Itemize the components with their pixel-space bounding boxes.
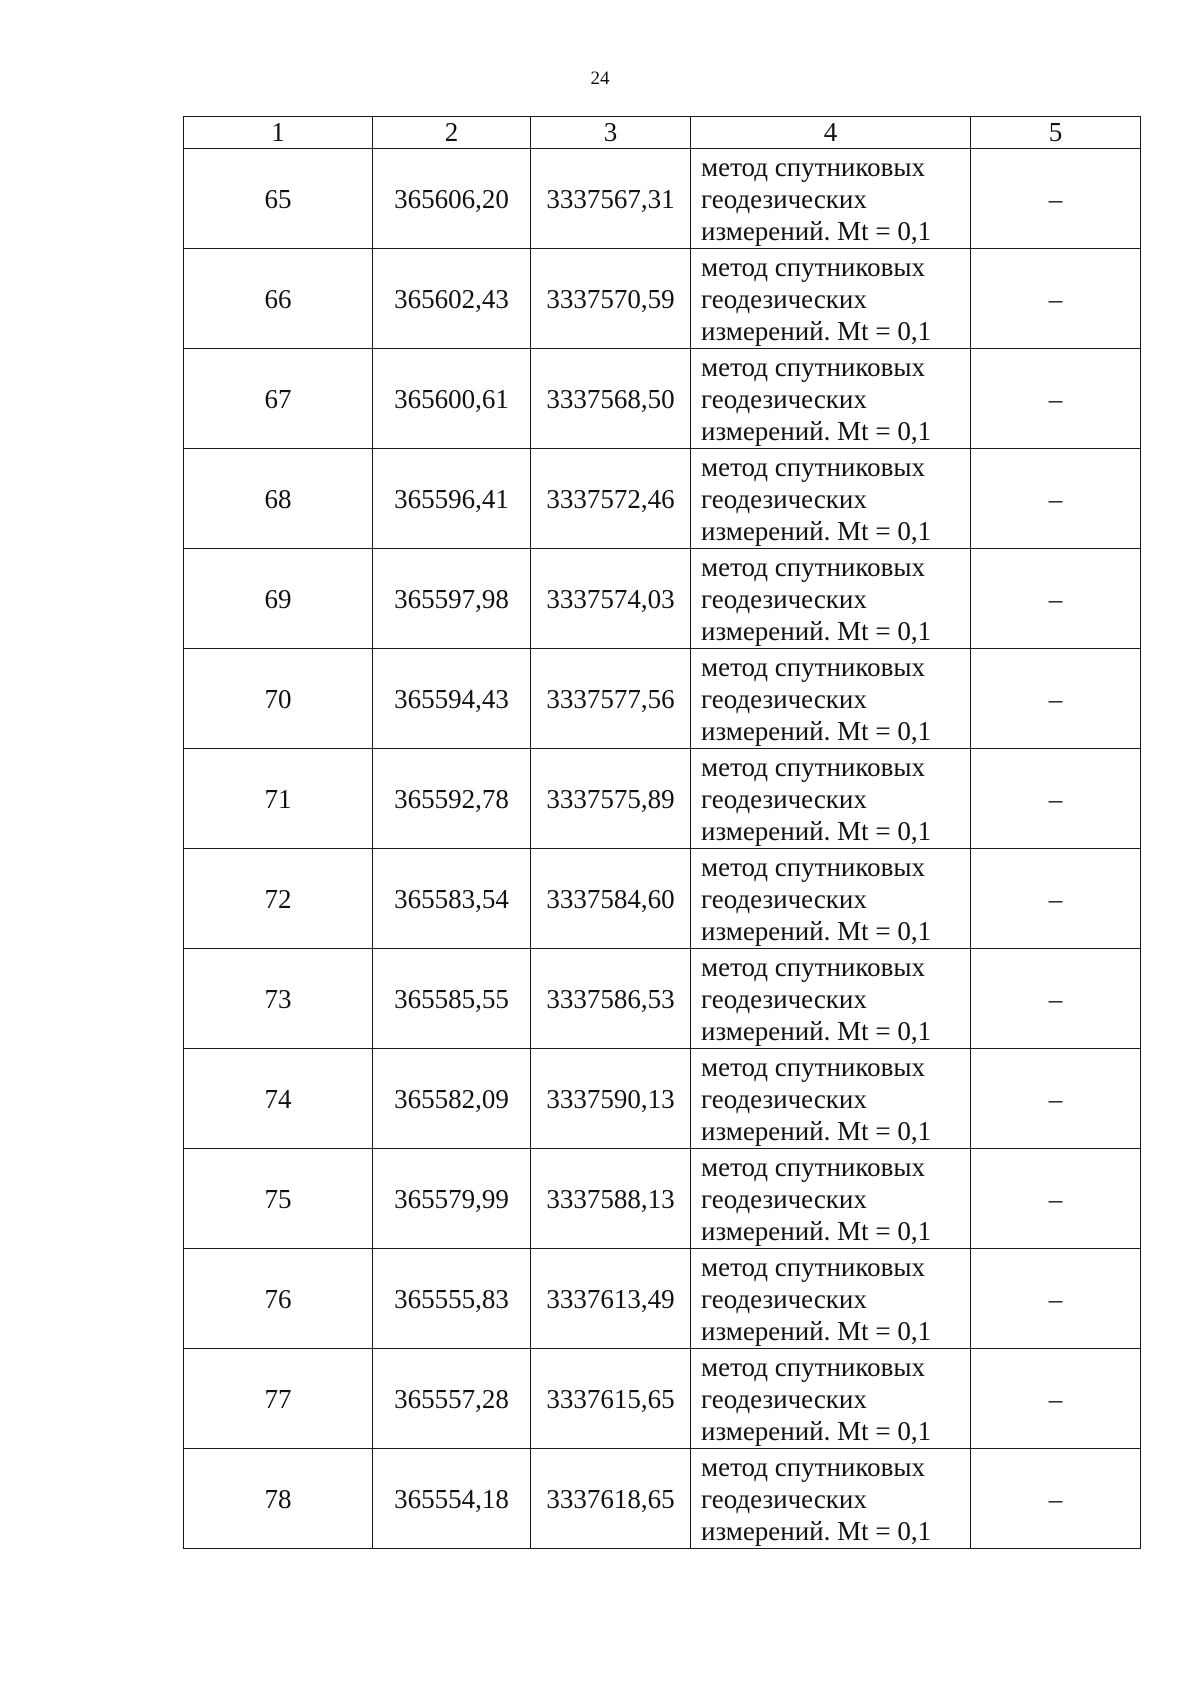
point-number-cell: 78 <box>184 1449 373 1549</box>
method-cell <box>691 749 971 849</box>
note-cell: – <box>971 949 1141 1049</box>
note-cell: – <box>971 149 1141 249</box>
method-cell <box>691 1149 971 1249</box>
x-coordinate-cell: 365554,18 <box>373 1449 531 1549</box>
note-cell: – <box>971 1349 1141 1449</box>
note-cell: – <box>971 449 1141 549</box>
column-header: 3 <box>531 117 691 149</box>
point-number-cell: 73 <box>184 949 373 1049</box>
method-text-line: геодезических <box>701 683 867 714</box>
table-row <box>184 749 1141 849</box>
note-cell: – <box>971 649 1141 749</box>
x-coordinate-cell: 365583,54 <box>373 849 531 949</box>
x-coordinate-cell: 365555,83 <box>373 1249 531 1349</box>
method-text-line: метод спутниковых <box>701 1051 925 1082</box>
method-text-line: измерений. Mt = 0,1 <box>701 815 932 846</box>
y-coordinate-cell: 3337577,56 <box>531 649 691 749</box>
point-number-cell: 75 <box>184 1149 373 1249</box>
coordinates-table <box>183 116 1141 1549</box>
method-text-line: метод спутниковых <box>701 651 925 682</box>
note-cell: – <box>971 249 1141 349</box>
y-coordinate-cell: 3337568,50 <box>531 349 691 449</box>
y-coordinate-cell: 3337590,13 <box>531 1049 691 1149</box>
method-text-line: метод спутниковых <box>701 1351 925 1382</box>
method-cell <box>691 1249 971 1349</box>
table-header-row <box>184 117 1141 149</box>
point-number-cell: 67 <box>184 349 373 449</box>
method-text-line: геодезических <box>701 1383 867 1414</box>
point-number-cell: 74 <box>184 1049 373 1149</box>
y-coordinate-cell: 3337567,31 <box>531 149 691 249</box>
table-row <box>184 1349 1141 1449</box>
method-cell <box>691 249 971 349</box>
method-text-line: измерений. Mt = 0,1 <box>701 1515 932 1546</box>
y-coordinate-cell: 3337588,13 <box>531 1149 691 1249</box>
table-row <box>184 1049 1141 1149</box>
note-cell: – <box>971 849 1141 949</box>
column-header: 5 <box>971 117 1141 149</box>
method-cell <box>691 849 971 949</box>
method-text-line: метод спутниковых <box>701 251 925 282</box>
note-cell: – <box>971 1049 1141 1149</box>
method-cell <box>691 1349 971 1449</box>
y-coordinate-cell: 3337613,49 <box>531 1249 691 1349</box>
method-text-line: измерений. Mt = 0,1 <box>701 415 932 446</box>
method-cell <box>691 449 971 549</box>
x-coordinate-cell: 365585,55 <box>373 949 531 1049</box>
column-header: 4 <box>691 117 971 149</box>
method-text-line: геодезических <box>701 383 867 414</box>
y-coordinate-cell: 3337574,03 <box>531 549 691 649</box>
method-text-line: метод спутниковых <box>701 351 925 382</box>
y-coordinate-cell: 3337615,65 <box>531 1349 691 1449</box>
table-row <box>184 249 1141 349</box>
method-text-line: геодезических <box>701 183 867 214</box>
x-coordinate-cell: 365594,43 <box>373 649 531 749</box>
point-number-cell: 70 <box>184 649 373 749</box>
table-row <box>184 549 1141 649</box>
point-number-cell: 66 <box>184 249 373 349</box>
method-text-line: измерений. Mt = 0,1 <box>701 915 932 946</box>
method-text-line: метод спутниковых <box>701 451 925 482</box>
method-cell <box>691 549 971 649</box>
table-row <box>184 449 1141 549</box>
method-cell <box>691 649 971 749</box>
x-coordinate-cell: 365600,61 <box>373 349 531 449</box>
note-cell: – <box>971 1449 1141 1549</box>
x-coordinate-cell: 365557,28 <box>373 1349 531 1449</box>
method-text-line: метод спутниковых <box>701 851 925 882</box>
method-text-line: измерений. Mt = 0,1 <box>701 215 932 246</box>
y-coordinate-cell: 3337570,59 <box>531 249 691 349</box>
x-coordinate-cell: 365592,78 <box>373 749 531 849</box>
y-coordinate-cell: 3337618,65 <box>531 1449 691 1549</box>
point-number-cell: 72 <box>184 849 373 949</box>
table-row <box>184 949 1141 1049</box>
method-text-line: геодезических <box>701 783 867 814</box>
method-text-line: метод спутниковых <box>701 1251 925 1282</box>
x-coordinate-cell: 365582,09 <box>373 1049 531 1149</box>
method-text-line: метод спутниковых <box>701 551 925 582</box>
note-cell: – <box>971 549 1141 649</box>
method-text-line: измерений. Mt = 0,1 <box>701 715 932 746</box>
table-row <box>184 349 1141 449</box>
x-coordinate-cell: 365602,43 <box>373 249 531 349</box>
method-text-line: измерений. Mt = 0,1 <box>701 315 932 346</box>
method-text-line: геодезических <box>701 583 867 614</box>
method-text-line: геодезических <box>701 983 867 1014</box>
method-text-line: геодезических <box>701 483 867 514</box>
point-number-cell: 65 <box>184 149 373 249</box>
table-row <box>184 1449 1141 1549</box>
method-cell <box>691 949 971 1049</box>
method-text-line: метод спутниковых <box>701 1151 925 1182</box>
point-number-cell: 68 <box>184 449 373 549</box>
table-row <box>184 1249 1141 1349</box>
method-text-line: геодезических <box>701 1083 867 1114</box>
method-text-line: геодезических <box>701 1483 867 1514</box>
method-text-line: метод спутниковых <box>701 1451 925 1482</box>
note-cell: – <box>971 349 1141 449</box>
method-text-line: метод спутниковых <box>701 151 925 182</box>
method-cell <box>691 349 971 449</box>
method-text-line: метод спутниковых <box>701 751 925 782</box>
page-number: 24 <box>590 68 610 89</box>
column-header: 1 <box>184 117 373 149</box>
column-header: 2 <box>373 117 531 149</box>
method-cell <box>691 1049 971 1149</box>
method-text-line: геодезических <box>701 1283 867 1314</box>
method-text-line: измерений. Mt = 0,1 <box>701 1315 932 1346</box>
method-text-line: измерений. Mt = 0,1 <box>701 1115 932 1146</box>
y-coordinate-cell: 3337572,46 <box>531 449 691 549</box>
method-text-line: измерений. Mt = 0,1 <box>701 1015 932 1046</box>
point-number-cell: 71 <box>184 749 373 849</box>
point-number-cell: 76 <box>184 1249 373 1349</box>
note-cell: – <box>971 1249 1141 1349</box>
y-coordinate-cell: 3337584,60 <box>531 849 691 949</box>
method-cell <box>691 1449 971 1549</box>
table-row <box>184 149 1141 249</box>
note-cell: – <box>971 749 1141 849</box>
table-row <box>184 649 1141 749</box>
method-cell <box>691 149 971 249</box>
table-body <box>184 149 1141 1549</box>
point-number-cell: 69 <box>184 549 373 649</box>
x-coordinate-cell: 365597,98 <box>373 549 531 649</box>
y-coordinate-cell: 3337575,89 <box>531 749 691 849</box>
method-text-line: геодезических <box>701 883 867 914</box>
note-cell: – <box>971 1149 1141 1249</box>
method-text-line: геодезических <box>701 1183 867 1214</box>
method-text-line: геодезических <box>701 283 867 314</box>
table-row <box>184 849 1141 949</box>
y-coordinate-cell: 3337586,53 <box>531 949 691 1049</box>
method-text-line: измерений. Mt = 0,1 <box>701 1415 932 1446</box>
x-coordinate-cell: 365606,20 <box>373 149 531 249</box>
table-row <box>184 1149 1141 1249</box>
method-text-line: метод спутниковых <box>701 951 925 982</box>
method-text-line: измерений. Mt = 0,1 <box>701 615 932 646</box>
method-text-line: измерений. Mt = 0,1 <box>701 1215 932 1246</box>
method-text-line: измерений. Mt = 0,1 <box>701 515 932 546</box>
point-number-cell: 77 <box>184 1349 373 1449</box>
x-coordinate-cell: 365596,41 <box>373 449 531 549</box>
x-coordinate-cell: 365579,99 <box>373 1149 531 1249</box>
